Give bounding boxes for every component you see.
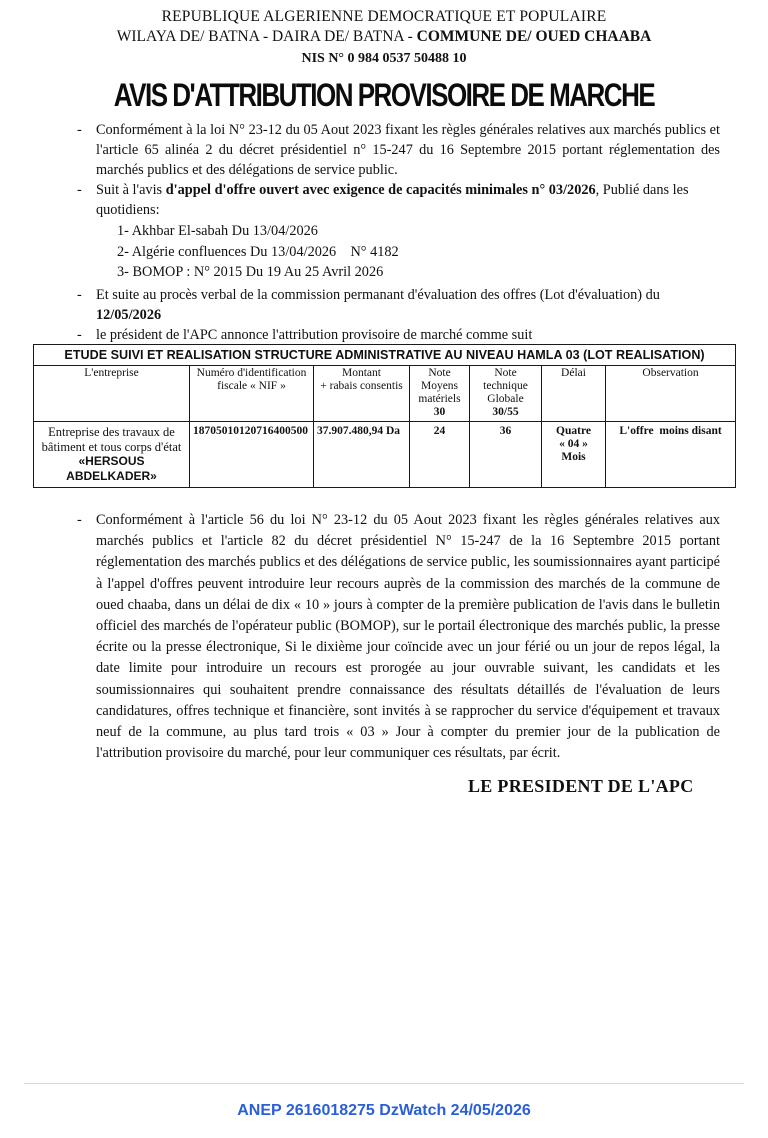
cell-note-technique: 36 bbox=[470, 422, 542, 488]
header-nis: NIS N° 0 984 0537 50488 10 bbox=[301, 51, 467, 66]
entreprise-label: Entreprise des travaux de bâtiment et tous corps d'état bbox=[41, 425, 182, 454]
intro-paragraph-president: le président de l'APC annonce l'attribution provisoire de marché comme suit bbox=[96, 327, 533, 343]
bullet-dash: - bbox=[77, 122, 82, 138]
footer-divider bbox=[24, 1083, 744, 1084]
moyens-header-max: 30 bbox=[433, 406, 446, 418]
bullet-dash: - bbox=[77, 512, 82, 528]
cell-observation: L'offre moins disant bbox=[606, 422, 736, 488]
bullet-dash: - bbox=[77, 182, 82, 198]
technique-header-line: Globale bbox=[487, 393, 524, 405]
col-header-moyens bbox=[410, 366, 470, 422]
pv-text: Et suite au procès verbal de la commission permanant d'évaluation des offres (Lot d'évaluation) du bbox=[96, 287, 660, 303]
newspaper-item: 2- Algérie confluences Du 13/04/2026 N° 4182 bbox=[117, 244, 399, 260]
newspaper-item: 3- BOMOP : N° 2015 Du 19 Au 25 Avril 2026 bbox=[117, 264, 384, 280]
moyens-header-line: matériels bbox=[418, 393, 461, 405]
montant-header-line: + rabais consentis bbox=[320, 380, 403, 392]
newspaper-item: 1- Akhbar El-sabah Du 13/04/2026 bbox=[117, 223, 318, 239]
footer-anep: ANEP 2616018275 DzWatch 24/05/2026 bbox=[237, 1102, 531, 1119]
col-header-observation: Observation bbox=[606, 366, 736, 422]
delai-line: Quatre bbox=[556, 425, 591, 437]
document-title: AVIS D'ATTRIBUTION PROVISOIRE DE MARCHE bbox=[113, 76, 655, 114]
table-header-row bbox=[34, 366, 736, 422]
header-wilaya bbox=[0, 28, 768, 46]
table-title: ETUDE SUIVI ET REALISATION STRUCTURE ADMINISTRATIVE AU NIVEAU HAMLA 03 (LOT REALISATION) bbox=[34, 345, 736, 366]
pv-date: 12/05/2026 bbox=[96, 307, 162, 323]
cell-montant: 37.907.480,94 Da bbox=[314, 422, 410, 488]
bullet-dash: - bbox=[77, 327, 82, 343]
recours-paragraph: Conformément à l'article 56 du loi N° 23-12 du 05 Aout 2023 fixant les règles générales relatives aux marchés publics et l'article 82 du décret présidentiel N° 15-247 de la 16 Septembre 2015 portant réglementation des marchés publics et des délégations de service public, les soumissionnaires ayant participé à l'appel d'offres peuvent introduire leur recours auprès de la commission des marchés de la commune de oued chaaba, dans un délai de dix « 10 » jours à compter de la première publication de l'avis dans le bulletin officiel des marchés de l'opérateur public (BOMOP), sur le portail électronique des marchés public, la presse écrite ou la presse électronique, Si le dixième jour coïncide avec un jour férié ou un jour de repos légal, la date limite pour introduire un recours est prorogée au jour ouvrable suivant, les candidats et les soumissionnaires qui souhaitent prendre connaissance des résultats détaillés de l'évaluation de leurs candidatures, offres technique et financière, sont invités à se rapprocher du service d'équipement et travaux neuf de la commune, au plus tard trois « 03 » Jour à compter du premier jour de la publication de l'attribution provisoire du marché, pour leur communiquer ces résultats, par écrit. bbox=[96, 512, 720, 762]
cell-nif: 187050101207164005​00 bbox=[190, 422, 314, 488]
col-header-technique bbox=[470, 366, 542, 422]
moyens-header-line: Note bbox=[428, 367, 451, 379]
col-header-delai: Délai bbox=[542, 366, 606, 422]
intro-paragraph-avis bbox=[96, 180, 720, 220]
entreprise-name: «HERSOUS ABDELKADER» bbox=[66, 454, 157, 483]
delai-line: Mois bbox=[561, 451, 586, 463]
delai-line: « 04 » bbox=[559, 438, 588, 450]
header-commune: COMMUNE DE/ OUED CHAABA bbox=[416, 28, 652, 45]
technique-header-line: technique bbox=[483, 380, 528, 392]
nif-header-line: fiscale « NIF » bbox=[217, 380, 286, 392]
cell-note-moyens: 24 bbox=[410, 422, 470, 488]
cell-delai bbox=[542, 422, 606, 488]
cell-entreprise bbox=[34, 422, 190, 488]
bullet-dash: - bbox=[77, 287, 82, 303]
avis-text-after: , Publié dans les quotidiens: bbox=[96, 182, 689, 218]
signature: LE PRESIDENT DE L'APC bbox=[468, 776, 694, 796]
intro-paragraph-loi: Conformément à la loi N° 23-12 du 05 Aout 2023 fixant les règles générales relatives aux marchés publics et l'article 65 alinéa 2 du décret présidentiel n° 15-247 du 16 Septembre 2015 portant réglementation des marchés publics et des délégations de service public. bbox=[96, 122, 720, 178]
header-republique: REPUBLIQUE ALGERIENNE DEMOCRATIQUE ET POPULAIRE bbox=[161, 8, 607, 25]
header-wilaya-text: WILAYA DE/ BATNA - DAIRA DE/ BATNA - bbox=[116, 28, 417, 45]
montant-header-line: Montant bbox=[342, 367, 381, 379]
col-header-entreprise: L'entreprise bbox=[34, 366, 190, 422]
table-row bbox=[34, 422, 736, 488]
col-header-nif bbox=[190, 366, 314, 422]
col-header-montant bbox=[314, 366, 410, 422]
avis-text-before: Suit à l'avis bbox=[96, 182, 166, 198]
intro-paragraph-pv bbox=[96, 285, 720, 325]
avis-appel-offre: d'appel d'offre ouvert avec exigence de capacités minimales n° 03/2026 bbox=[165, 182, 596, 198]
technique-header-line: Note bbox=[494, 367, 517, 379]
table-title-row bbox=[34, 345, 736, 366]
nif-header-line: Numéro d'identification bbox=[196, 367, 307, 379]
attribution-table bbox=[33, 344, 736, 488]
technique-header-max: 30/55 bbox=[492, 406, 519, 418]
moyens-header-line: Moyens bbox=[420, 380, 459, 392]
